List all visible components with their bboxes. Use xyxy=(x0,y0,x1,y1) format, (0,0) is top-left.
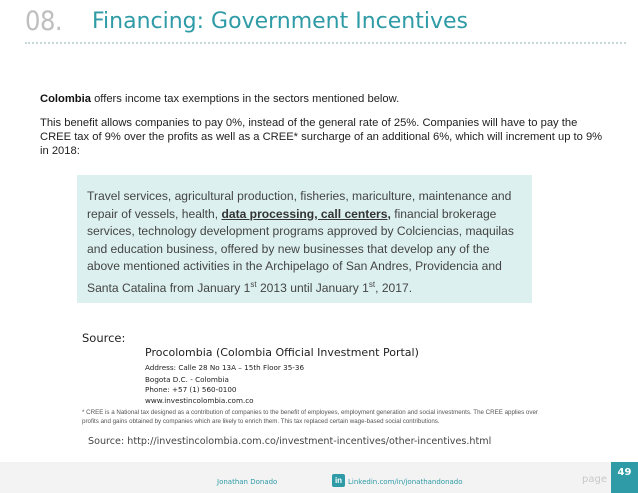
sectors-text-d: , 2017. xyxy=(375,280,413,295)
source-org: Procolombia (Colombia Official Investment Portal) xyxy=(145,346,419,359)
header xyxy=(0,0,638,44)
page-number: 49 xyxy=(611,462,638,493)
sectors-text-b: financial brokerage services, technology development programs approved by Colciencias, maquilas and education business, offered by new businesses that develop any of the above mentioned activities in the Archipelago of San Andres, Providencia and Santa Catalina from January 1 xyxy=(87,206,514,295)
source-label: Source: xyxy=(82,331,126,345)
linkedin-icon[interactable]: in xyxy=(332,474,345,487)
footer xyxy=(0,462,638,493)
sup-2: st xyxy=(368,279,376,289)
sectors-text xyxy=(87,188,525,297)
sup-1: st xyxy=(250,279,257,289)
sectors-text-c: 2013 until January 1 xyxy=(256,280,369,295)
source-city: Bogota D.C. - Colombia xyxy=(145,375,229,384)
sectors-box xyxy=(77,175,532,303)
page-title: Financing: Government Incentives xyxy=(92,9,469,34)
author-name: Jonathan Donado xyxy=(217,478,278,486)
source-web: www.investincolombia.com.co xyxy=(145,396,254,405)
intro-paragraph-1 xyxy=(40,92,605,106)
source-address: Address: Calle 28 No 13A – 15th Floor 35-36 xyxy=(145,363,305,372)
country-name: Colombia xyxy=(40,93,91,105)
intro-paragraph-2: This benefit allows companies to pay 0%, instead of the general rate of 25%. Companies will have to pay the CREE tax of 9% over the profits as well as a CREE* surcharge of an additional 6%, which will increment up to 9% in 2018: xyxy=(40,117,603,157)
sectors-text-a: Travel services, agricultural production, fisheries, mariculture, maintenance and repair of vessels, health, xyxy=(87,189,512,221)
linkedin-link[interactable]: Linkedin.com/in/jonathandonado xyxy=(348,478,463,486)
source-phone: Phone: +57 (1) 560-0100 xyxy=(145,385,237,394)
cree-footnote: * CREE is a National tax designed as a contribution of companies to the benefit of employees, employment generation and social investments. The CREE applies over profits and gains obtained by companies which are likely to enrich them. This tax replaced certain wage-based social contributions. xyxy=(82,409,538,425)
source-url[interactable]: Source: http://investincolombia.com.co/investment-incentives/other-incentives.html xyxy=(88,436,492,447)
intro-text xyxy=(40,92,605,168)
intro-line1-rest: offers income tax exemptions in the sectors mentioned below. xyxy=(90,93,400,105)
header-divider xyxy=(25,42,626,44)
page-label: page xyxy=(582,474,607,485)
sectors-highlight: data processing, call centers, xyxy=(221,206,391,221)
section-number: 08. xyxy=(25,6,63,37)
